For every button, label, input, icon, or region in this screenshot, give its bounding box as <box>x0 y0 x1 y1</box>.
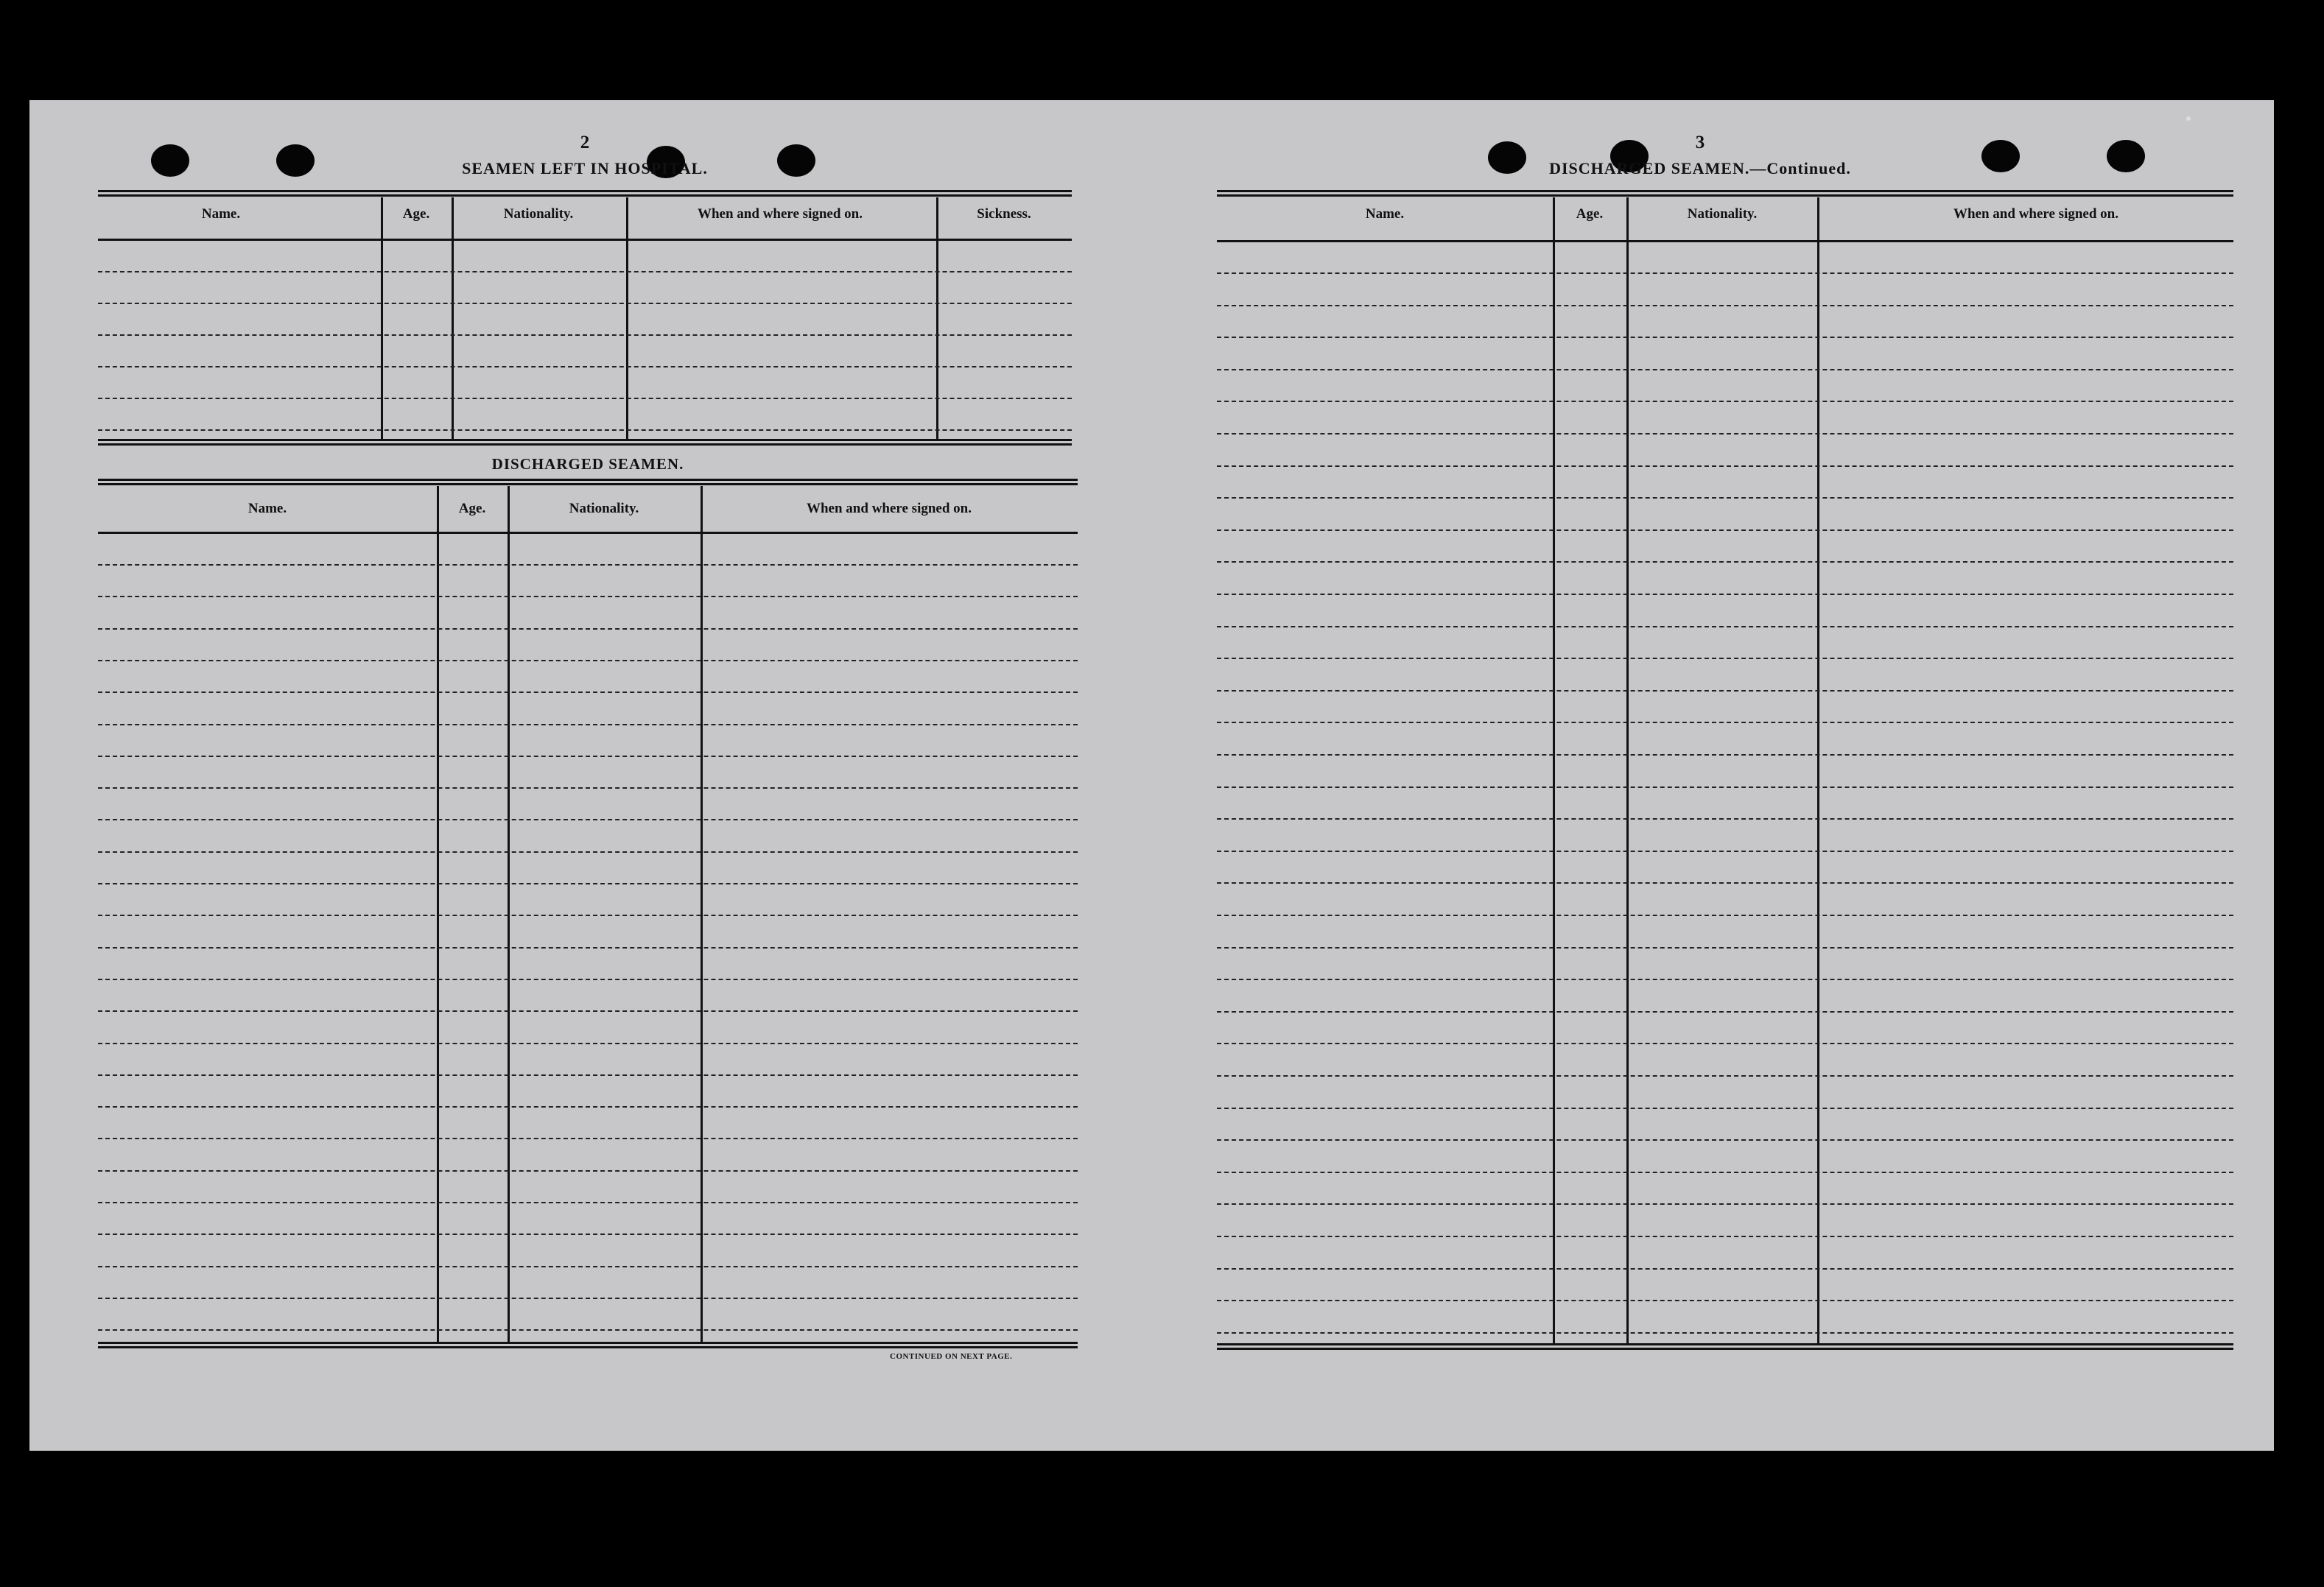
header-rule <box>98 532 1078 534</box>
punch-hole <box>1981 140 2020 172</box>
punch-hole <box>2107 140 2145 172</box>
ruled-line <box>98 398 1072 399</box>
column-header-name: Name. <box>248 501 287 516</box>
table-top-rule <box>98 190 1072 197</box>
column-header-nationality: Nationality. <box>1687 206 1758 222</box>
punch-hole <box>276 144 315 177</box>
discharged-table <box>98 479 1078 1351</box>
column-header-name: Name. <box>1365 206 1405 222</box>
column-divider <box>508 486 510 1342</box>
ruled-line <box>98 915 1078 916</box>
ruled-line <box>98 1074 1078 1076</box>
ruled-line <box>1217 979 2233 980</box>
column-header-age: Age. <box>402 206 430 222</box>
header-rule <box>98 239 1072 241</box>
ruled-line <box>1217 272 2233 274</box>
column-header-age: Age. <box>1576 206 1604 222</box>
ruled-line <box>98 1329 1078 1331</box>
column-divider <box>701 486 703 1342</box>
ruled-line <box>98 596 1078 597</box>
ruled-line <box>98 366 1072 367</box>
ruled-line <box>98 1170 1078 1172</box>
speck <box>2186 116 2191 121</box>
ruled-line <box>1217 722 2233 723</box>
header-rule <box>1217 240 2233 242</box>
ruled-line <box>1217 401 2233 402</box>
ruled-line <box>1217 1139 2233 1141</box>
ruled-line <box>1217 1236 2233 1237</box>
ruled-line <box>1217 561 2233 563</box>
ruled-line <box>1217 465 2233 467</box>
ruled-line <box>98 628 1078 630</box>
ruled-line <box>98 429 1072 431</box>
column-divider <box>936 197 938 440</box>
ruled-line <box>1217 369 2233 370</box>
punch-hole <box>151 144 189 177</box>
ruled-line <box>1217 818 2233 820</box>
ruled-line <box>98 819 1078 820</box>
ruled-line <box>98 787 1078 789</box>
ruled-line <box>1217 1075 2233 1077</box>
ruled-line <box>1217 947 2233 949</box>
ruled-line <box>98 660 1078 661</box>
ruled-line <box>1217 626 2233 627</box>
continued-note: CONTINUED ON NEXT PAGE. <box>890 1352 1013 1361</box>
ruled-line <box>1217 1332 2233 1334</box>
ruled-line <box>98 1138 1078 1139</box>
ruled-line <box>98 692 1078 693</box>
column-header-name: Name. <box>201 206 241 222</box>
ruled-line <box>98 334 1072 336</box>
page-number-left: 2 <box>580 133 590 152</box>
ruled-line <box>1217 787 2233 788</box>
ruled-line <box>1217 658 2233 659</box>
ruled-line <box>1217 882 2233 884</box>
ruled-line <box>98 564 1078 566</box>
discharged-continued-title: DISCHARGED SEAMEN.—Continued. <box>1549 159 1851 177</box>
column-header-sickness: Sickness. <box>977 206 1031 222</box>
ruled-line <box>1217 690 2233 692</box>
column-header-signed-on: When and where signed on. <box>1953 206 2119 222</box>
ruled-line <box>98 1010 1078 1012</box>
column-header-signed-on: When and where signed on. <box>806 501 972 516</box>
ruled-line <box>98 851 1078 853</box>
ruled-line <box>1217 915 2233 916</box>
ruled-line <box>1217 1011 2233 1013</box>
ruled-line <box>1217 1172 2233 1173</box>
hospital-section-title: SEAMEN LEFT IN HOSPITAL. <box>462 159 708 177</box>
column-divider <box>626 197 628 440</box>
ruled-line <box>1217 433 2233 434</box>
ruled-line <box>98 1298 1078 1299</box>
column-divider <box>381 197 383 440</box>
table-bottom-rule <box>98 439 1072 446</box>
punch-hole <box>777 144 815 177</box>
table-top-rule <box>1217 190 2233 197</box>
ruled-line <box>98 271 1072 272</box>
ruled-line <box>98 947 1078 949</box>
punch-hole <box>1488 141 1526 174</box>
ruled-line <box>98 1106 1078 1108</box>
ruled-line <box>98 724 1078 725</box>
ruled-line <box>98 756 1078 757</box>
table-bottom-rule <box>98 1342 1078 1348</box>
ruled-line <box>1217 529 2233 531</box>
discharged-continued-table <box>1217 190 2233 1354</box>
ruled-line <box>1217 305 2233 306</box>
ruled-line <box>98 1043 1078 1044</box>
column-header-age: Age. <box>458 501 486 516</box>
ruled-line <box>1217 1108 2233 1109</box>
table-top-rule <box>98 479 1078 485</box>
discharged-section-title: DISCHARGED SEAMEN. <box>491 455 684 473</box>
ruled-line <box>98 303 1072 304</box>
column-header-nationality: Nationality. <box>569 501 639 516</box>
column-header-nationality: Nationality. <box>503 206 574 222</box>
ruled-line <box>1217 1043 2233 1044</box>
ruled-line <box>98 1266 1078 1267</box>
ruled-line <box>98 883 1078 884</box>
ruled-line <box>1217 754 2233 756</box>
page-number-right: 3 <box>1695 133 1705 152</box>
ruled-line <box>1217 1268 2233 1270</box>
ruled-line <box>98 979 1078 980</box>
column-header-signed-on: When and where signed on. <box>697 206 863 222</box>
table-bottom-rule <box>1217 1343 2233 1350</box>
column-divider <box>437 486 439 1342</box>
ruled-line <box>1217 1203 2233 1205</box>
hospital-table <box>98 190 1072 444</box>
column-divider <box>452 197 454 440</box>
ruled-line <box>1217 497 2233 499</box>
ruled-line <box>1217 594 2233 595</box>
form-sheet <box>29 100 2274 1451</box>
ruled-line <box>1217 1300 2233 1301</box>
ruled-line <box>1217 851 2233 852</box>
ruled-line <box>1217 337 2233 338</box>
ruled-line <box>98 1202 1078 1203</box>
ruled-line <box>98 1234 1078 1235</box>
